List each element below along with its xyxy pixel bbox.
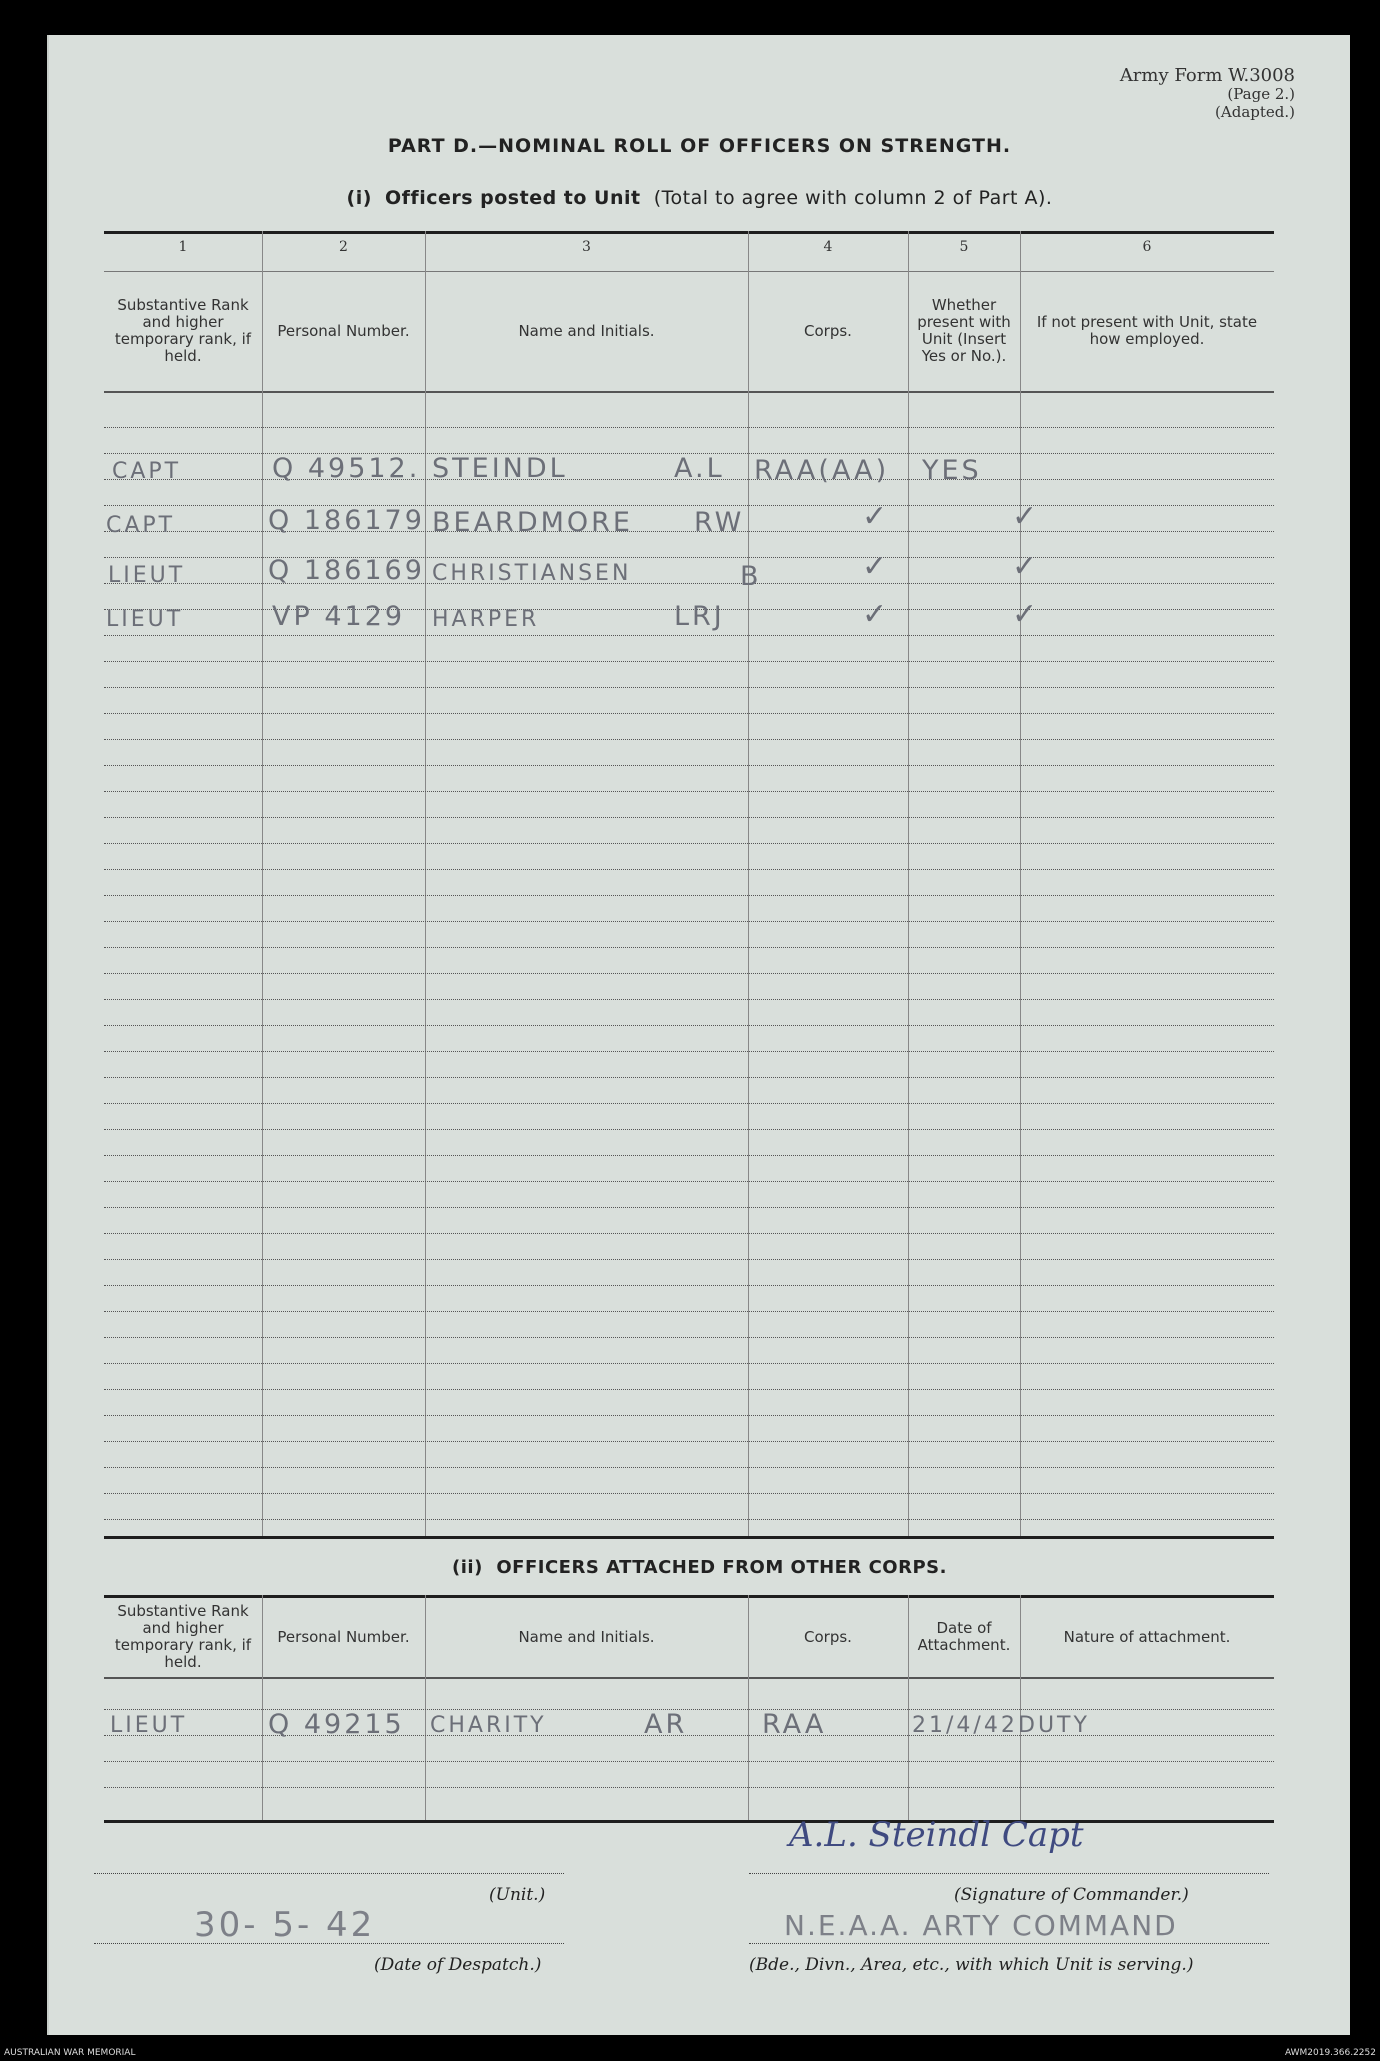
rank-cell: CAPT — [112, 459, 182, 484]
page-number: (Page 2.) — [1227, 85, 1295, 103]
form-page — [47, 35, 1350, 2035]
despatch-date-value: 30- 5- 42 — [194, 1905, 376, 1945]
ruled-line — [104, 427, 1274, 428]
present-cell: ✓ — [1012, 499, 1038, 534]
ruled-line — [104, 661, 1274, 662]
ruled-line — [104, 973, 1274, 974]
ruled-line — [104, 1467, 1274, 1468]
section1-bold: Officers posted to Unit — [385, 187, 641, 209]
ruled-line — [104, 817, 1274, 818]
table1-top-rule — [104, 231, 1274, 234]
ruled-line — [104, 1103, 1274, 1104]
table1-bottom-rule — [104, 1536, 1274, 1539]
adapted-note: (Adapted.) — [1215, 103, 1295, 121]
ruled-line — [104, 1787, 1274, 1788]
column-header-personal-number: Personal Number. — [277, 1627, 410, 1646]
ruled-line — [104, 791, 1274, 792]
name-cell: CHARITY — [430, 1713, 547, 1738]
formation-label: (Bde., Divn., Area, etc., with which Unit is serving.) — [749, 1955, 1194, 1975]
rank-cell: LIEUT — [106, 607, 184, 632]
column-header-corps: Corps. — [804, 1627, 852, 1646]
personal-number-cell: Q 49215 — [268, 1709, 405, 1740]
ruled-line — [104, 1493, 1274, 1494]
column-number-3: 3 — [582, 239, 591, 255]
ruled-line — [104, 1389, 1274, 1390]
ruled-line — [104, 1519, 1274, 1520]
initials-cell: AR — [644, 1709, 688, 1740]
ruled-line — [104, 1259, 1274, 1260]
section1-label: (i) — [346, 187, 372, 209]
present-cell: ✓ — [1012, 549, 1038, 584]
ruled-line — [104, 1233, 1274, 1234]
commander-signature: A.L. Steindl Capt — [789, 1815, 1084, 1855]
ruled-line — [104, 1129, 1274, 1130]
corps-cell: RAA(AA) — [754, 455, 890, 486]
corps-cell: ✓ — [862, 549, 888, 584]
archive-id: AWM2019.366.2252 — [1284, 2048, 1376, 2058]
present-cell: ✓ — [1012, 597, 1038, 632]
signature-label: (Signature of Commander.) — [954, 1885, 1189, 1905]
corps-cell: ✓ — [862, 499, 888, 534]
ruled-line — [104, 999, 1274, 1000]
personal-number-cell: VP 4129 — [272, 601, 406, 632]
column-number-2: 2 — [339, 239, 348, 255]
ruled-line — [104, 1337, 1274, 1338]
form-number: Army Form W.3008 — [1119, 65, 1295, 86]
ruled-line — [104, 1207, 1274, 1208]
ruled-line — [104, 1441, 1274, 1442]
archive-name: AUSTRALIAN WAR MEMORIAL — [4, 2048, 136, 2058]
rank-cell: CAPT — [106, 513, 176, 538]
ruled-line — [104, 1155, 1274, 1156]
formation-line — [749, 1943, 1269, 1944]
section1-rest: (Total to agree with column 2 of Part A). — [653, 187, 1053, 209]
name-cell: BEARDMORE — [432, 507, 633, 538]
rank-cell: LIEUT — [108, 563, 186, 588]
name-cell: HARPER — [432, 607, 540, 632]
column-number-6: 6 — [1142, 239, 1152, 255]
corps-cell: ✓ — [862, 597, 888, 632]
initials-cell: LRJ — [674, 601, 725, 632]
table1-header-rule — [104, 391, 1274, 393]
ruled-line — [104, 1051, 1274, 1052]
personal-number-cell: Q 186179 — [268, 505, 425, 536]
officers-posted-table — [104, 231, 1274, 1573]
ruled-line — [104, 895, 1274, 896]
ruled-line — [104, 1181, 1274, 1182]
table2-header-rule — [104, 1677, 1274, 1679]
ruled-line — [104, 739, 1274, 740]
column-number-5: 5 — [959, 239, 969, 255]
column-header-nature: Nature of attachment. — [1063, 1627, 1231, 1646]
nature-cell: DUTY — [1018, 1713, 1090, 1738]
rank-cell: LIEUT — [110, 1713, 188, 1738]
ruled-line — [104, 1285, 1274, 1286]
ruled-line — [104, 947, 1274, 948]
ruled-line — [104, 1363, 1274, 1364]
column-header-date-attachment: Date of Attachment. — [917, 1619, 1011, 1654]
column-header-rank: Substantive Rank and higher temporary rank, if held. — [114, 1602, 252, 1671]
ruled-line — [104, 1311, 1274, 1312]
ruled-line — [104, 635, 1274, 636]
column-number-4: 4 — [823, 239, 833, 255]
personal-number-cell: Q 186169 — [268, 555, 425, 586]
initials-cell: RW — [694, 507, 745, 538]
despatch-date-label: (Date of Despatch.) — [374, 1955, 542, 1975]
signature-line — [749, 1873, 1269, 1874]
column-number-1: 1 — [178, 239, 188, 255]
ruled-line — [104, 1761, 1274, 1762]
unit-label: (Unit.) — [489, 1885, 546, 1905]
initials-cell: A.L — [674, 453, 725, 484]
name-cell: CHRISTIANSEN — [432, 561, 632, 586]
ruled-line — [104, 1025, 1274, 1026]
section1-heading — [49, 187, 1350, 209]
initials-cell: B — [740, 561, 762, 592]
present-cell: YES — [922, 455, 982, 486]
ruled-line — [104, 765, 1274, 766]
column-header-name: Name and Initials. — [518, 321, 655, 340]
ruled-line — [104, 869, 1274, 870]
column-header-corps: Corps. — [804, 321, 852, 340]
section2-label: (ii) — [452, 1557, 483, 1578]
page-title: PART D.—NOMINAL ROLL OF OFFICERS ON STRENGTH. — [387, 135, 1012, 157]
ruled-line — [104, 687, 1274, 688]
column-header-employment: If not present with Unit, state how employed. — [1036, 313, 1258, 348]
ruled-line — [104, 713, 1274, 714]
archive-bar — [0, 2047, 1380, 2061]
form-reference — [1120, 67, 1295, 121]
column-header-name: Name and Initials. — [518, 1627, 655, 1646]
ruled-line — [104, 1415, 1274, 1416]
section2-heading — [49, 1557, 1350, 1578]
unit-line — [94, 1873, 564, 1874]
column-header-present: Whether present with Unit (Insert Yes or No.). — [917, 296, 1011, 365]
date-line — [94, 1943, 564, 1944]
column-header-rank: Substantive Rank and higher temporary rank, if held. — [114, 296, 252, 365]
ruled-line — [104, 921, 1274, 922]
corps-cell: RAA — [762, 1709, 827, 1740]
personal-number-cell: Q 49512. — [272, 453, 421, 484]
section2-title: OFFICERS ATTACHED FROM OTHER CORPS. — [496, 1557, 947, 1578]
name-cell: STEINDL — [432, 453, 568, 484]
ruled-line — [104, 843, 1274, 844]
formation-value: N.E.A.A. ARTY COMMAND — [784, 1909, 1178, 1942]
ruled-line — [104, 1077, 1274, 1078]
date-cell: 21/4/42 — [912, 1713, 1018, 1738]
officers-attached-table — [104, 1595, 1274, 1825]
column-header-personal-number: Personal Number. — [277, 321, 410, 340]
table2-bottom-rule — [104, 1820, 1274, 1823]
